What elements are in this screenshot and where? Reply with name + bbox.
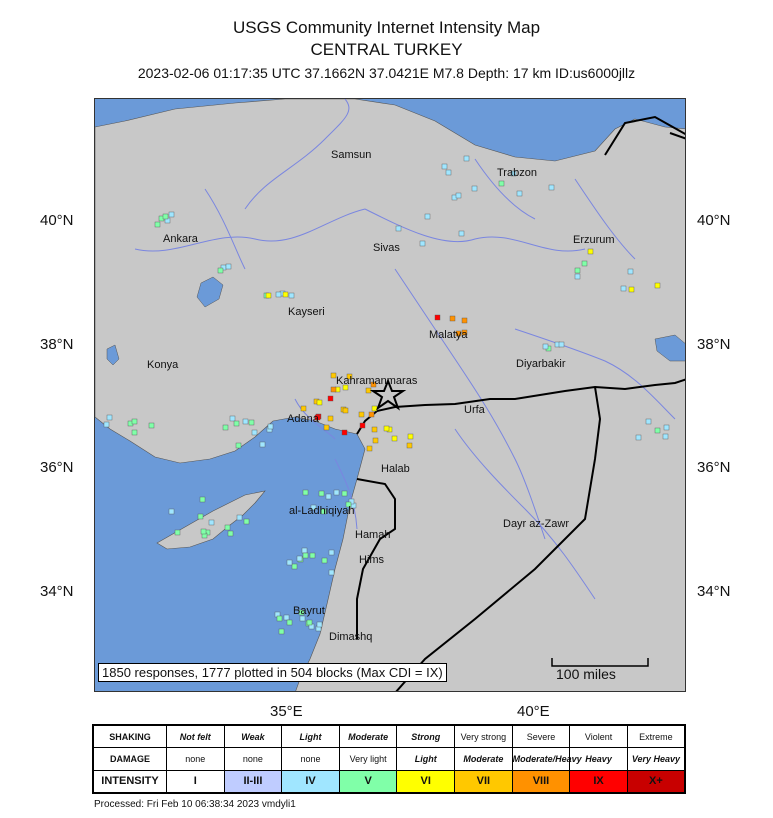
intensity-block [588,249,593,254]
map-title: USGS Community Internet Intensity Map [232,18,541,37]
intensity-block [237,515,242,520]
city-samsun: Samsun [331,149,372,161]
shaking-3: Light [282,725,340,748]
intensity-9: X+ [627,770,685,793]
intensity-block [629,287,634,292]
damage-3: none [282,748,340,770]
city-ankara: Ankara [163,233,198,245]
intensity-block [249,420,254,425]
intensity-block [317,400,322,405]
shaking-6: Very strong [455,725,513,748]
city-kahramanmaras: Kahramanmaras [336,375,418,387]
intensity-block [664,425,669,430]
city-hims: Hims [359,554,385,566]
intensity-block [329,570,334,575]
intensity-block [575,274,580,279]
intensity-block [198,514,203,519]
intensity-block [384,426,389,431]
intensity-block [319,491,324,496]
intensity-block [209,520,214,525]
intensity-block [359,412,364,417]
intensity-block [236,443,241,448]
damage-6: Moderate [455,748,513,770]
lat-label-36-right: 36°N [697,459,731,476]
intensity-block [297,556,302,561]
intensity-block [169,212,174,217]
intensity-block [260,442,265,447]
city-urfa: Urfa [464,404,485,416]
intensity-block [446,170,451,175]
intensity-block [464,156,469,161]
intensity-block [636,435,641,440]
legend-header-damage: DAMAGE [93,748,167,770]
lat-label-34-left: 34°N [40,583,74,600]
shaking-7: Severe [512,725,570,748]
intensity-block [132,430,137,435]
city-halab: Halab [381,463,410,475]
shaking-9: Extreme [627,725,685,748]
city-trabzon: Trabzon [497,167,537,179]
intensity-block [234,421,239,426]
intensity-3: IV [282,770,340,793]
intensity-block [283,292,288,297]
intensity-block [559,342,564,347]
damage-8: Heavy [570,748,628,770]
intensity-block [276,292,281,297]
intensity-block [201,529,206,534]
shaking-2: Weak [224,725,282,748]
intensity-block [329,550,334,555]
intensity-6: VII [455,770,513,793]
intensity-block [287,620,292,625]
intensity-block [200,497,205,502]
intensity-7: VIII [512,770,570,793]
intensity-legend [92,724,686,794]
shaking-5: Strong [397,725,455,748]
intensity-block [149,423,154,428]
lat-label-38-right: 38°N [697,336,731,353]
intensity-block [655,283,660,288]
damage-2: none [224,748,282,770]
city-sivas: Sivas [373,242,400,254]
city-kayseri: Kayseri [288,306,325,318]
intensity-block [104,422,109,427]
damage-7: Moderate/Heavy [512,748,570,770]
intensity-block [655,428,660,433]
intensity-block [169,509,174,514]
legend-header-intensity: INTENSITY [93,770,167,793]
city-adana: Adana [287,413,319,425]
legend-row-shaking [93,725,685,748]
intensity-block [425,214,430,219]
damage-1: none [167,748,225,770]
intensity-block [450,316,455,321]
damage-5: Light [397,748,455,770]
intensity-block [456,193,461,198]
city-hamah: Hamah [355,529,391,541]
intensity-block [408,434,413,439]
intensity-block [230,416,235,421]
intensity-block [396,226,401,231]
intensity-block [420,241,425,246]
intensity-block [372,427,377,432]
intensity-block [226,264,231,269]
intensity-block [310,553,315,558]
intensity-block [284,615,289,620]
intensity-block [307,620,312,625]
scale-bar [550,656,650,684]
intensity-block [292,564,297,569]
city-erzurum: Erzurum [573,234,615,246]
intensity-block [517,191,522,196]
intensity-block [228,531,233,536]
lon-label-40: 40°E [517,703,550,720]
intensity-block [326,494,331,499]
intensity-block [223,425,228,430]
intensity-block [334,490,339,495]
intensity-block [392,436,397,441]
intensity-block [360,423,365,428]
intensity-block [252,430,257,435]
processed-timestamp: Processed: Fri Feb 10 06:38:34 2023 vmdyli1 [94,799,296,810]
intensity-block [132,419,137,424]
intensity-block [435,315,440,320]
intensity-block [646,419,651,424]
lat-label-34-right: 34°N [697,583,731,600]
intensity-block [303,490,308,495]
intensity-block [543,344,548,349]
shaking-1: Not felt [167,725,225,748]
lon-label-35: 35°E [270,703,303,720]
shaking-4: Moderate [339,725,397,748]
intensity-block [225,525,230,530]
intensity-block [175,530,180,535]
intensity-block [462,318,467,323]
lat-label-38-left: 38°N [40,336,74,353]
lat-label-40-right: 40°N [697,212,731,229]
shaking-8: Violent [570,725,628,748]
intensity-block [367,446,372,451]
intensity-block [343,408,348,413]
city-konya: Konya [147,359,179,371]
intensity-block [621,286,626,291]
city-dayr-az-zawr: Dayr az-Zawr [503,518,570,530]
intensity-block [317,622,322,627]
city-malatya: Malatya [429,329,468,341]
intensity-block [328,416,333,421]
city-diyarbakir: Diyarbakir [516,358,566,370]
intensity-block [279,629,284,634]
intensity-block [366,388,371,393]
intensity-block [373,438,378,443]
intensity-5: VI [397,770,455,793]
intensity-block [163,214,168,219]
intensity-1: I [167,770,225,793]
intensity-block [407,443,412,448]
intensity-block [472,186,477,191]
intensity-block [582,261,587,266]
intensity-block [302,548,307,553]
intensity-block [322,558,327,563]
intensity-block [663,434,668,439]
legend-row-intensity [93,770,685,793]
city-al-ladhiqiyah: al-Ladhiqiyah [289,505,355,517]
legend-row-damage [93,748,685,770]
intensity-block [303,553,308,558]
event-info: 2023-02-06 01:17:35 UTC 37.1662N 37.0421E M7.8 Depth: 17 km ID:us6000jllz [137,65,636,81]
intensity-block [266,293,271,298]
lat-label-40-left: 40°N [40,212,74,229]
intensity-block [549,185,554,190]
scale-label: 100 miles [556,666,616,682]
intensity-block [442,164,447,169]
intensity-block [369,412,374,417]
map-canvas [95,99,686,692]
intensity-block [289,293,294,298]
intensity-block [459,231,464,236]
intensity-block [499,181,504,186]
intensity-block [328,396,333,401]
intensity-block [331,387,336,392]
intensity-block [277,616,282,621]
intensity-block [244,519,249,524]
intensity-block [628,269,633,274]
intensity-block [155,222,160,227]
intensity-map[interactable] [94,98,686,692]
city-dimashq: Dimashq [329,631,373,643]
intensity-block [107,415,112,420]
intensity-block [324,425,329,430]
lat-label-36-left: 36°N [40,459,74,476]
region-title: CENTRAL TURKEY [310,40,463,59]
city-bayrut: Bayrut [293,605,325,617]
intensity-2: II-III [224,770,282,793]
intensity-block [301,406,306,411]
intensity-block [342,430,347,435]
intensity-block [268,424,273,429]
intensity-block [575,268,580,273]
damage-4: Very light [339,748,397,770]
intensity-8: IX [570,770,628,793]
intensity-block [287,560,292,565]
intensity-block [218,268,223,273]
damage-9: Very Heavy [627,748,685,770]
intensity-block [342,491,347,496]
legend-header-shaking: SHAKING [93,725,167,748]
intensity-block [243,419,248,424]
intensity-4: V [339,770,397,793]
response-stats: 1850 responses, 1777 plotted in 504 blocks (Max CDI = IX) [98,663,447,682]
